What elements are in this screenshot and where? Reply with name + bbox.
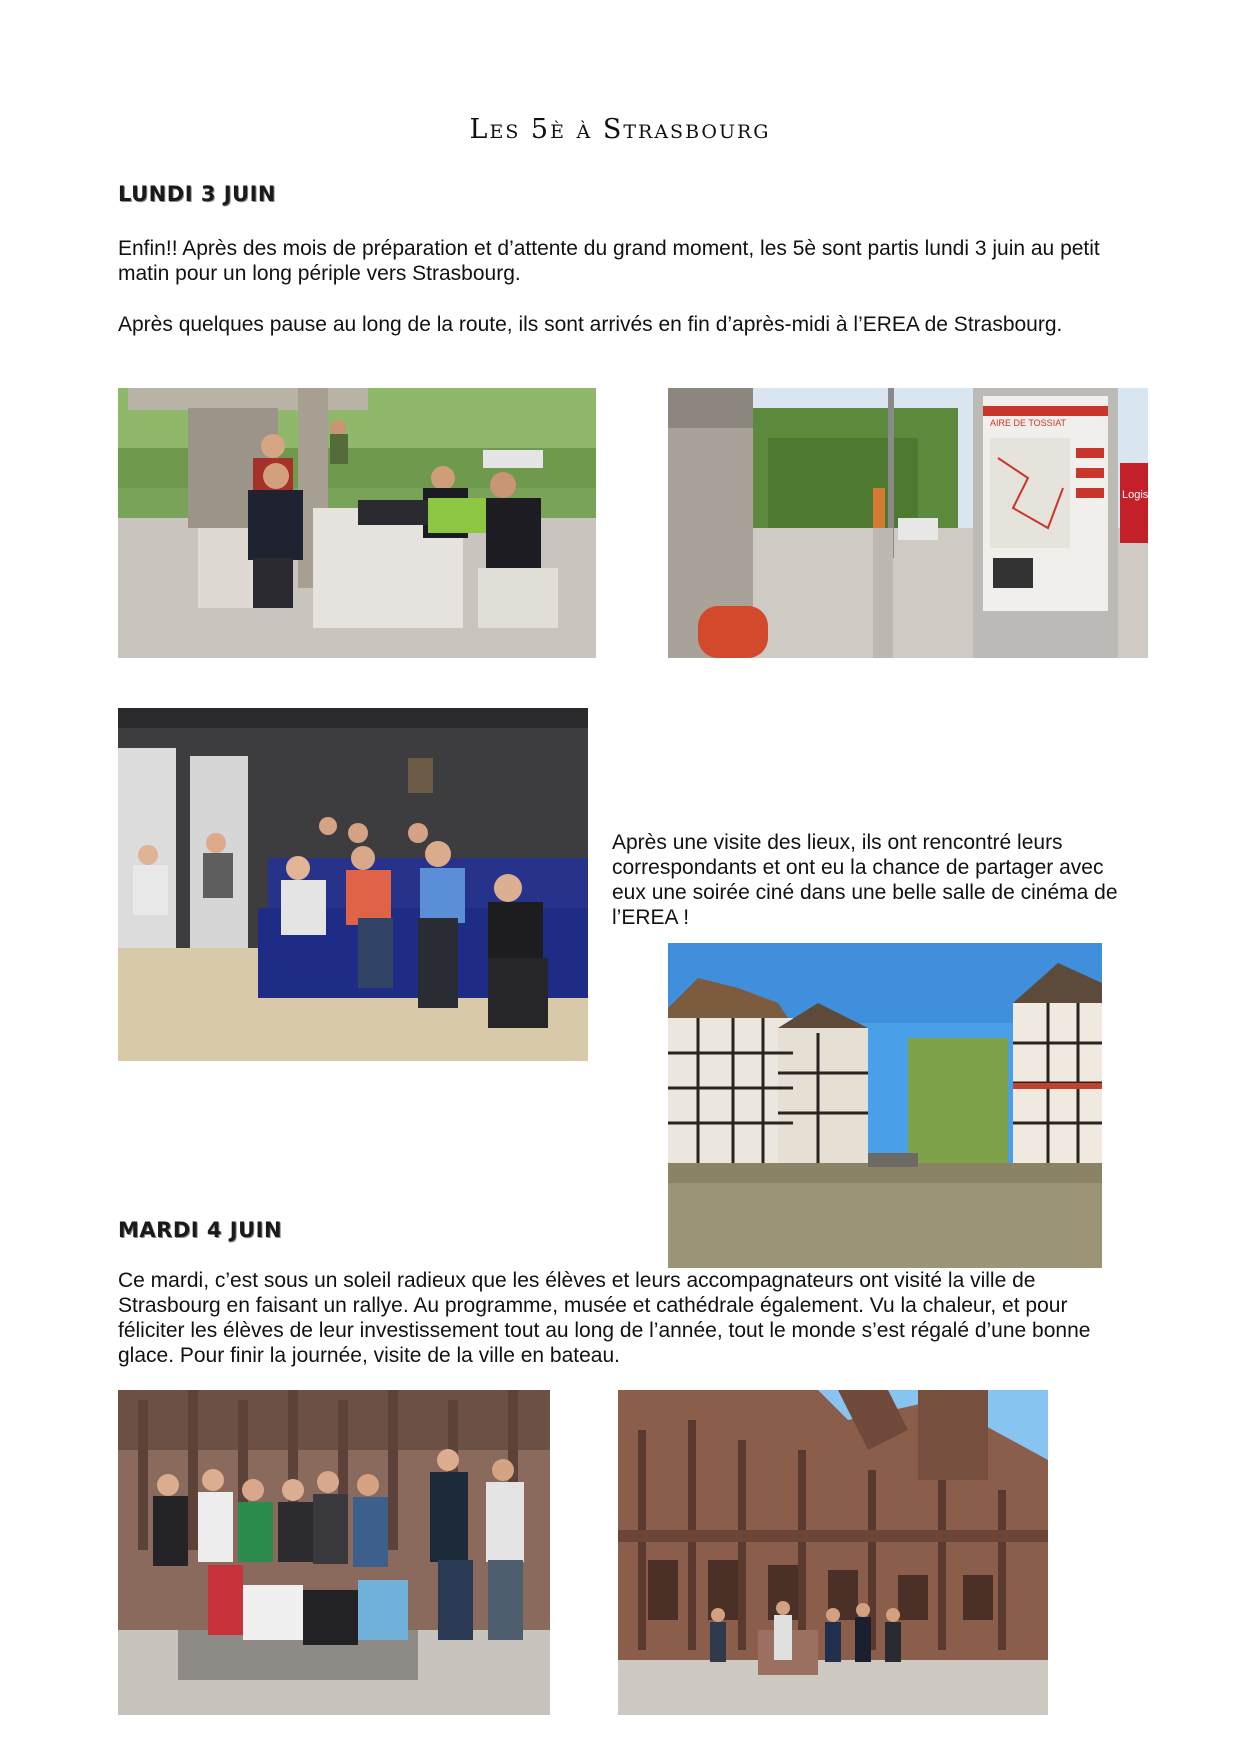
- photo-cinema-room: [118, 708, 588, 1061]
- photo-group-cathedral: [118, 1390, 550, 1715]
- section-heading-monday: LUNDI 3 JUIN: [118, 182, 276, 206]
- rest-area-sign-text: AIRE DE TOSSIAT: [990, 418, 1067, 428]
- page-title: Les 5è à Strasbourg: [469, 114, 771, 145]
- photo-petite-france-canal: [668, 943, 1102, 1268]
- section-heading-tuesday: MARDI 4 JUIN: [118, 1218, 283, 1242]
- paragraph-arrival: Après quelques pause au long de la route, ils sont arrivés en fin d’après-midi à l’EREA de Strasbourg.: [118, 313, 1063, 336]
- paragraph-cinema-evening: Après une visite des lieux, ils ont rencontré leurs correspondants et ont eu la chance de partager avec eux une soirée ciné dans une belle salle de cinéma de l’EREA !: [612, 831, 1118, 929]
- photo-cathedral-exterior: [618, 1390, 1048, 1715]
- paragraph-departure: Enfin!! Après des mois de préparation et d’attente du grand moment, les 5è sont partis lundi 3 juin au petit matin pour un long périple vers Strasbourg.: [118, 237, 1100, 285]
- truck-text: Logis: [1122, 489, 1148, 501]
- photo-rest-area-sign: [668, 388, 1148, 658]
- photo-students-picnic-table: [118, 388, 596, 658]
- paragraph-rally-day: Ce mardi, c’est sous un soleil radieux que les élèves et leurs accompagnateurs ont visité la ville de Strasbourg en faisant un rallye. Au programme, musée et cathédrale également. Vu la chaleur, et pour féliciter les élèves de leur investissement tout au long de l’année, tout le monde s’est régalé d’une bonne glace. Pour finir la journée, visite de la ville en bateau.: [118, 1269, 1091, 1367]
